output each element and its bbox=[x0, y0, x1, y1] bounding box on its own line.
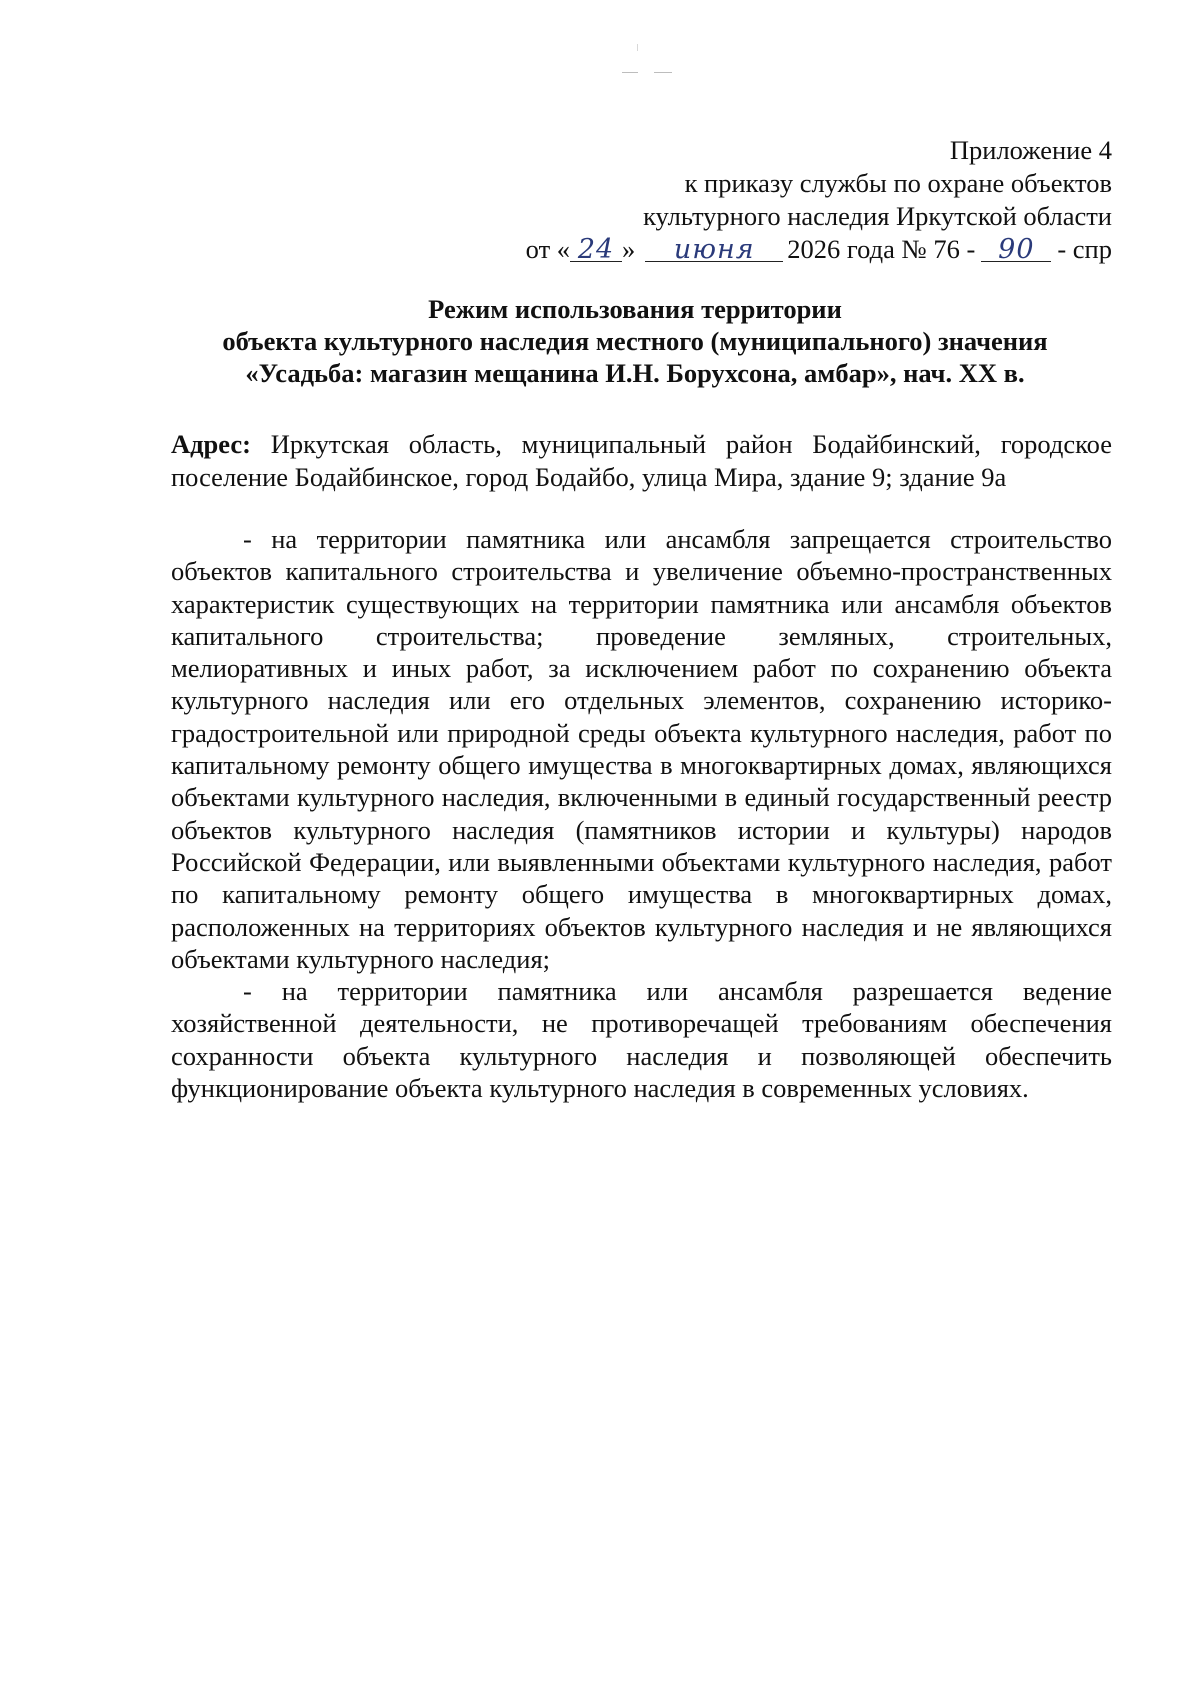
title-line-2: объекта культурного наследия местного (муниципального) значения bbox=[222, 326, 1048, 356]
order-number-handwritten: 90 bbox=[998, 234, 1035, 265]
address-block bbox=[171, 428, 1112, 494]
scan-artifact bbox=[654, 72, 672, 73]
date-day-handwritten: 24 bbox=[577, 234, 615, 265]
regime-prohibited-paragraph: - на территории памятника или ансамбля запрещается строительство объектов капитального строительства и увеличение объемно-пространственных характеристик существующих на территории памятника или ансамбля объектов капитального строительства; проведение земляных, строительных, мелиоративных и иных работ, за исключением работ по сохранению объекта культурного наследия или его отдельных элементов, сохранению историко-градостроительной или природной среды объекта культурного наследия, работ по капитальному ремонту общего имущества в многоквартирных домах, являющихся объектами культурного наследия, включенными в единый государственный реестр объектов культурного наследия (памятников истории и культуры) народов Российской Федерации, или выявленными объектами культурного наследия, работ по капитальному ремонту общего имущества в многоквартирных домах, расположенных на территориях объектов культурного наследия и не являющихся объектами культурного наследия; bbox=[171, 524, 1112, 974]
regime-body bbox=[171, 523, 1112, 1104]
title-line-3: «Усадьба: магазин мещанина И.Н. Борухсона, амбар», нач. XX в. bbox=[245, 358, 1025, 388]
date-month-field bbox=[645, 233, 783, 265]
regime-permitted-paragraph: - на территории памятника или ансамбля разрешается ведение хозяйственной деятельности, не противоречащей требованиям обеспечения сохранности объекта культурного наследия и позволяющей обеспечить функционирование объекта культурного наследия в современных условиях. bbox=[171, 976, 1112, 1104]
appendix-date-line bbox=[526, 233, 1112, 266]
scan-artifact bbox=[637, 44, 638, 51]
date-year-text: 2026 года № 76 - bbox=[787, 234, 976, 264]
date-day-field bbox=[570, 233, 622, 265]
appendix-title: Приложение 4 bbox=[949, 135, 1112, 165]
scan-artifact bbox=[622, 72, 638, 73]
appendix-authority: культурного наследия Иркутской области bbox=[643, 201, 1112, 231]
order-number-field bbox=[981, 233, 1051, 265]
order-suffix: - спр bbox=[1057, 234, 1112, 264]
address-label: Адрес: bbox=[171, 429, 251, 459]
appendix-order-ref: к приказу службы по охране объектов bbox=[684, 168, 1112, 198]
address-text: Иркутская область, муниципальный район Бодайбинский, городское поселение Бодайбинское, город Бодайбо, улица Мира, здание 9; здание 9а bbox=[171, 429, 1112, 492]
date-prefix: от « bbox=[525, 234, 571, 264]
date-quote-close: » bbox=[622, 234, 636, 264]
appendix-header bbox=[526, 134, 1112, 266]
title-line-1: Режим использования территории bbox=[428, 294, 842, 324]
document-title bbox=[160, 293, 1110, 389]
date-month-handwritten: июня bbox=[673, 234, 755, 265]
